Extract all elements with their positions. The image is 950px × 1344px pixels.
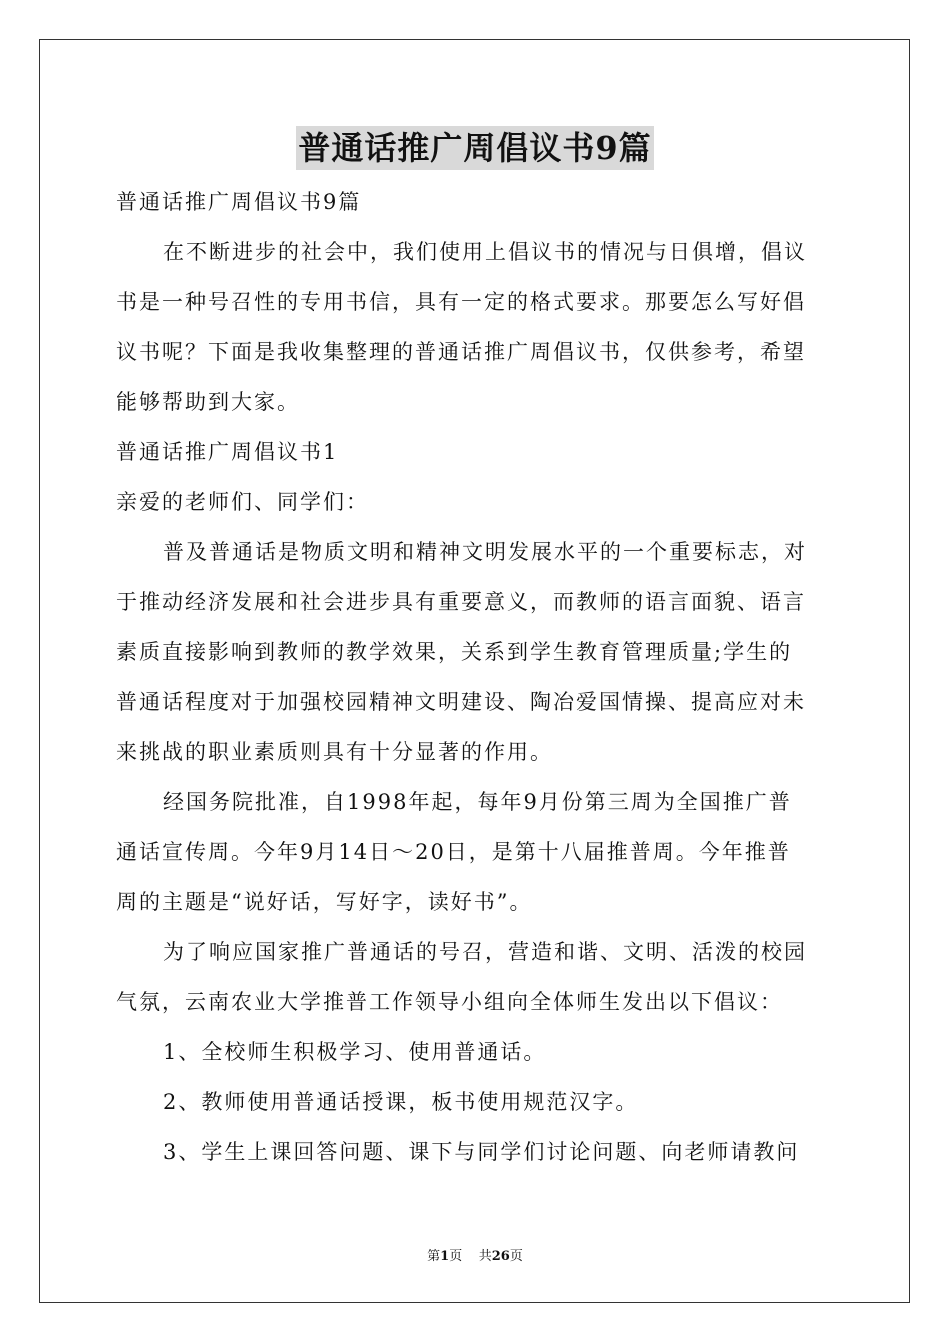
text-line: 亲爱的老师们、同学们： (116, 490, 369, 514)
text-line: 通话宣传周。今年9月14日～20日，是第十八届推普周。今年推普 (116, 840, 791, 864)
total-page-count: 26 (491, 1249, 510, 1264)
page-footer (0, 1248, 950, 1266)
text-line: 于推动经济发展和社会进步具有重要意义，而教师的语言面貌、语言 (116, 590, 806, 614)
text-line: 3、学生上课回答问题、课下与同学们讨论问题、向老师请教问 (163, 1140, 800, 1164)
text-line: 2、教师使用普通话授课，板书使用规范汉字。 (163, 1090, 639, 1114)
text-line: 普通话程度对于加强校园精神文明建设、陶冶爱国情操、提高应对未 (116, 690, 806, 714)
text-line: 能够帮助到大家。 (116, 390, 300, 414)
text-line: 1、全校师生积极学习、使用普通话。 (163, 1040, 547, 1064)
text-line: 在不断进步的社会中，我们使用上倡议书的情况与日俱增，倡议 (163, 240, 807, 264)
text-line: 普及普通话是物质文明和精神文明发展水平的一个重要标志，对 (163, 540, 807, 564)
current-page-number: 1 (440, 1249, 450, 1264)
footer-total-prefix: 共 (478, 1249, 492, 1264)
text-line: 普通话推广周倡议书1 (116, 440, 339, 464)
text-line: 普通话推广周倡议书9篇 (116, 190, 362, 214)
footer-total-suffix: 页 (509, 1249, 523, 1264)
text-line: 来挑战的职业素质则具有十分显著的作用。 (116, 740, 553, 764)
text-line: 周的主题是“说好话，写好字，读好书”。 (116, 890, 533, 914)
text-line: 书是一种号召性的专用书信，具有一定的格式要求。那要怎么写好倡 (116, 290, 806, 314)
footer-prefix: 第 (427, 1249, 441, 1264)
text-line: 为了响应国家推广普通话的号召，营造和谐、文明、活泼的校园 (163, 940, 807, 964)
text-line: 素质直接影响到教师的教学效果，关系到学生教育管理质量;学生的 (116, 640, 793, 664)
document-title: 普通话推广周倡议书9篇 (296, 126, 653, 170)
document-body (116, 177, 834, 1177)
footer-page-suffix: 页 (449, 1249, 463, 1264)
title-container (0, 126, 950, 170)
text-line: 气氛，云南农业大学推普工作领导小组向全体师生发出以下倡议： (116, 990, 783, 1014)
text-line: 议书呢？下面是我收集整理的普通话推广周倡议书，仅供参考，希望 (116, 340, 806, 364)
text-line: 经国务院批准，自1998年起，每年9月份第三周为全国推广普 (163, 790, 792, 814)
